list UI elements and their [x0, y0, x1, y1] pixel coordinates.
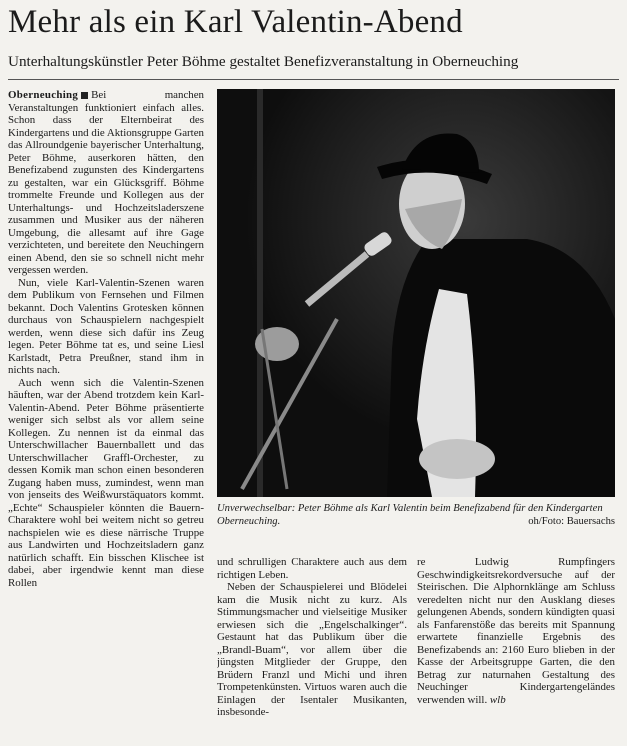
- column-3-text: [417, 556, 615, 706]
- author-signature: wlb: [489, 693, 506, 706]
- article-column-2: [217, 556, 407, 744]
- article-photo: [217, 89, 615, 497]
- paragraph-3: Auch wenn sich die Valentin-Szenen häuften, war der Abend trotzdem kein Karl-Valentin-Abend. Peter Böhme präsentierte weniger sich selbst als vor allem seine Kollegen. Zu nennen ist da einmal das Unterschwillacher Bauernballett und das Unterschwillacher Graffl-Orchester, zu dessen Komik man schon einen besonderen Zugang haben muss, zumindest, wenn man von jenseits des Weißwurstäquators kommt. „Echte“ Schauspieler könnten die Bauern-Charaktere wohl bei weitem nicht so getreu nachspielen wie es diese närrische Truppe aus Landwirten und Hochzeitsladern ganz natürlich schafft. Ein bisschen Klischee ist dabei, aber irgendwie kennt man diese Rollen: [8, 376, 204, 589]
- subheadline: Unterhaltungskünstler Peter Böhme gestaltet Benefizveranstaltung in Oberneuching: [8, 53, 519, 70]
- divider-rule: [8, 79, 619, 80]
- article-column-1: [8, 89, 204, 744]
- paragraph-music: Neben der Schauspielerei und Blödelei kam die Musik nicht zu kurz. Als Stimmungsmacher und vielseitige Musiker erwiesen sich die „Engelschalkinger“. Gestaunt hat das Publikum über die „Brandl-Buam“, vor allem über die jüngsten Mitglieder der Gruppe, den Brüdern Franzl und Michi und ihren Trompetenkünsten. Virtuos waren auch die Einlagen der Isentaler Musikanten, insbesonde-: [217, 581, 407, 718]
- square-bullet-icon: [81, 92, 88, 99]
- photo-caption: [217, 502, 615, 528]
- headline: Mehr als ein Karl Valentin-Abend: [8, 4, 463, 40]
- photo-performer-microphone: [217, 89, 615, 497]
- column-3-body: re Ludwig Rumpfingers Geschwindigkeitsrekordversuche auf der Steirischen. Die Alphornklänge am Schluss veredelten nicht nur den Ausklang dieses gelungenen Abends, sondern kündigten quasi als Fanfarenstöße das bereits mit Spannung erwartete finanzielle Ergebnis des Benefizabends an: 2160 Euro blieben in der Kasse der Arbeitsgruppe Garten, die den Betrag zur naturnahen Gestaltung des Neuchinger Kindergartengeländes verwenden will.: [417, 556, 615, 706]
- caption-text: Unverwechselbar: Peter Böhme als Karl Valentin beim Benefizabend für den Kindergarten Oberneuching.: [217, 503, 603, 527]
- photo-credit: oh/Foto: Bauersachs: [528, 516, 615, 527]
- article-column-3: [417, 556, 615, 744]
- paragraph-1: [8, 89, 204, 277]
- column-2-lead: und schrulligen Charaktere auch aus dem richtigen Leben.: [217, 556, 407, 581]
- dateline: Oberneuching: [8, 89, 79, 101]
- paragraph-1-text: Bei manchen Veranstaltungen funktioniert einfach alles. Schon dass der Elternbeirat des Kindergartens und die Aktionsgruppe Garten das Allroundgenie bayerischer Unterhaltung, Peter Böhme, auserkoren hätten, den Benefizabend zugunsten des Kindergartens zu gestalten, war ein Glücksgriff. Böhme trommelte Freunde und Kollegen aus der Unterhaltungs- und Hochzeitsladerszene zusammen und Musiker aus der näheren Umgebung, die allesamt auf ihre Gage verzichteten, und bereitete den Neuchingern einen Abend, den sie so schnell nicht mehr vergessen werden.: [8, 89, 204, 276]
- paragraph-2: Nun, viele Karl-Valentin-Szenen waren dem Publikum von Fernsehen und Filmen bekannt. Doch Valentins Grotesken können durchaus von Schauspielern nachgespielt werden, wenn diese sich dafür ins Zeug legen. Peter Böhme tat es, und seine Liesl Karlstadt, Petra Preußner, stand ihm in nichts nach.: [8, 276, 204, 376]
